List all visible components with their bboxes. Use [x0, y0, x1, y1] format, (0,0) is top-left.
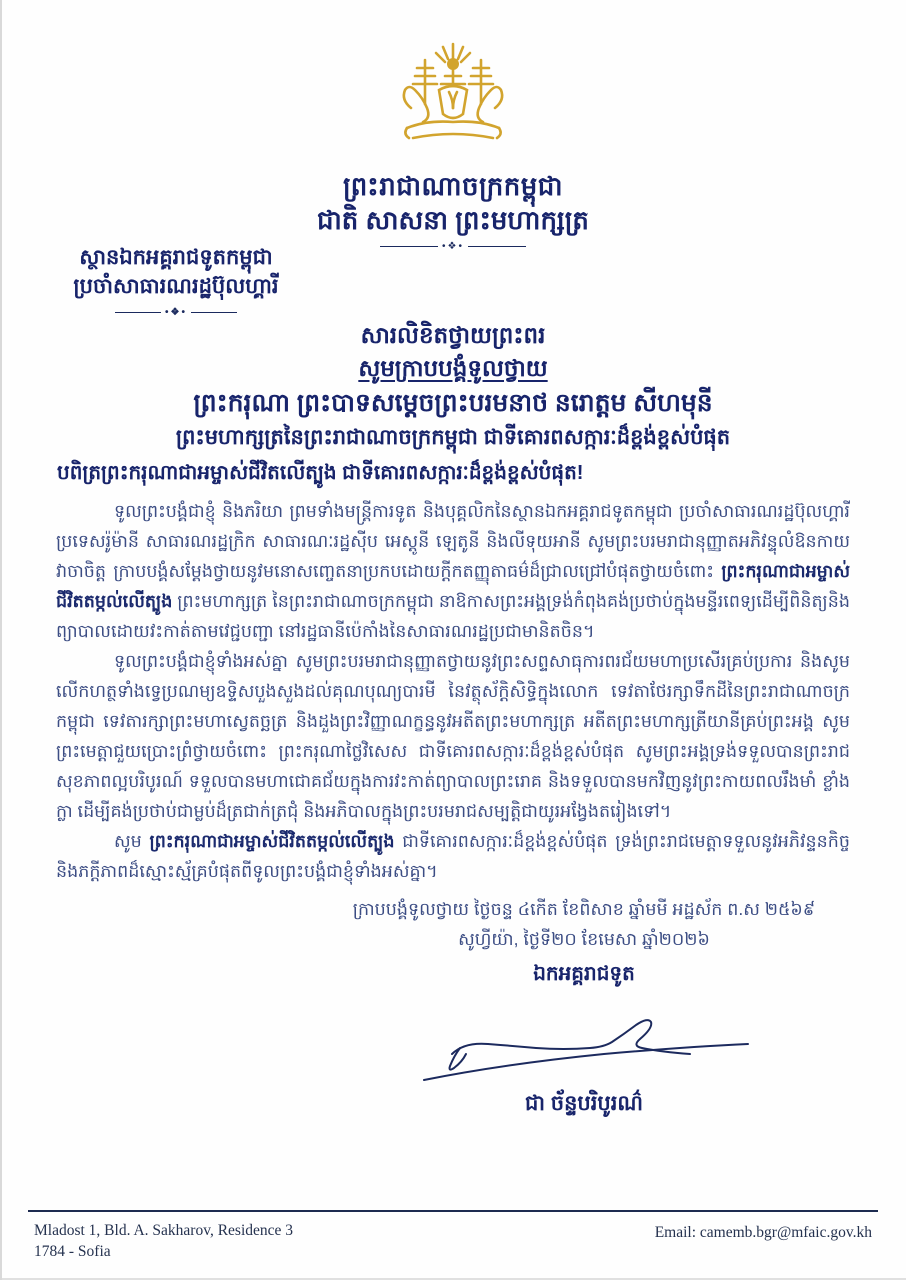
letter-title-block — [0, 319, 906, 454]
divider-line — [191, 312, 237, 313]
address-line-1: Mladost 1, Bld. A. Sakharov, Residence 3 — [34, 1222, 294, 1239]
letter-subtitle-underlined: សូមក្រាបបង្គំទូលថ្វាយ — [358, 355, 548, 381]
embassy-block — [26, 243, 326, 319]
salutation-line: បពិត្រព្រះករុណាជាអម្ចាស់ជីវិតលើត្បូង ជាទីគោរពសក្ការៈដ៏ខ្ពង់ខ្ពស់បំផុត! — [57, 462, 584, 484]
national-motto: ជាតិ សាសនា ព្រះមហាក្សត្រ — [317, 205, 589, 235]
footer — [0, 1210, 906, 1262]
paragraph-3 — [56, 826, 850, 886]
royal-arms-emblem-icon — [393, 42, 513, 154]
addressee-king-title: ព្រះមហាក្សត្រនៃព្រះរាជាណាចក្រកម្ពុជា ជាទីគោរពសក្ការៈដ៏ខ្ពង់ខ្ពស់បំផុត — [175, 426, 731, 449]
paragraph-3-bold-phrase: ព្រះករុណាជាអម្ចាស់ជីវិតតម្កល់លើត្បូង — [149, 831, 395, 851]
paragraph-3-text: ជាទីគោរពសក្ការៈដ៏ខ្ពង់ខ្ពស់បំផុត ទ្រង់ព្រះរាជមេត្តាទទួលនូវអភិវន្ទនកិច្ច និងភក្តីភាពដ៏ស្មោះស្ម័គ្របំផុតពីទូលព្រះបង្គំជាខ្ញុំទាំងអស់គ្នា។ — [56, 831, 850, 881]
paragraph-3-text: សូម — [114, 831, 150, 851]
signature-ink — [404, 992, 764, 1088]
divider-line — [468, 246, 526, 247]
divider-line — [115, 312, 161, 313]
paragraph-1-text: ព្រះមហាក្សត្រ នៃព្រះរាជាណាចក្រកម្ពុជា នាឱកាសព្រះអង្គទ្រង់កំពុងគង់ប្រថាប់ក្នុងមន្ទីរពេទ្យដើម្បីពិនិត្យនិងព្យាបាលដោយវះកាត់តាមវេជ្ជបញ្ជា នៅរដ្ឋធានីប៉េកាំងនៃសាធារណរដ្ឋប្រជាមានិតចិន។ — [56, 591, 850, 641]
divider-ornament-icon: •❖• — [165, 306, 187, 318]
divider-ornament-icon: •❖• — [442, 240, 464, 252]
paragraph-2 — [56, 646, 850, 826]
paragraph-2-text: ទូលព្រះបង្គំជាខ្ញុំទាំងអស់គ្នា សូមព្រះបរមរាជានុញ្ញាតថ្វាយនូវព្រះសព្ទសាធុការពរជ័យមហាប្រសើរគ្រប់ប្រការ និងសូមលើកហត្ថទាំងទ្វេប្រណម្យឧទ្ទិសបួងសួងដល់គុណបុណ្យបារមី នៃវត្ថុស័ក្តិសិទ្ធិក្នុងលោក ទេវតាថែរក្សាទឹកដីនៃព្រះរាជាណាចក្រកម្ពុជា ទេវតារក្សាព្រះមហាស្វេតច្ឆត្រ និងដួងព្រះវិញ្ញាណក្ខន្ធនូវអតីតព្រះមហាក្សត្រ អតីតព្រះមហាក្សត្រីយានីគ្រប់ព្រះអង្គ សូមព្រះមេត្តាជួយប្រោះព្រំថ្វាយចំពោះ ព្រះករុណាថ្លៃវិសេស ជាទីគោរពសក្ការៈដ៏ខ្ពង់ខ្ពស់បំផុត សូមព្រះអង្គទ្រង់ទទួលបានព្រះរាជសុខភាពល្អបរិបូរណ៍ ទទួលបានមហាជោគជ័យក្នុងការវះកាត់ព្យាបាលព្រះរោគ និងទទួលបានមកវិញនូវព្រះកាយពលរឹងមាំ ខ្លាំងក្លា ដើម្បីគង់ប្រថាប់ជាម្លប់ដ៏ត្រជាក់ត្រជុំ និងអភិបាលក្នុងព្រះបរមរាជសម្បត្តិជាយូរអង្វែងតរៀងទៅ។ — [56, 651, 850, 821]
embassy-address — [34, 1220, 293, 1262]
addressee-king-name: ព្រះករុណា ព្រះបាទសម្តេចព្រះបរមនាថ នរោត្តម សីហមុនី — [193, 389, 713, 417]
paragraph-1 — [56, 496, 850, 646]
letterhead — [0, 0, 906, 253]
embassy-email: Email: camemb.bgr@mfaic.gov.kh — [654, 1224, 872, 1241]
paragraph-1-text: ទូលព្រះបង្គំជាខ្ញុំ និងភរិយា ព្រមទាំងមន្ត្រីការទូត និងបុគ្គលិកនៃស្ថានឯកអគ្គរាជទូតកម្ពុជា ប្រចាំសាធារណរដ្ឋប៊ុលហ្គារី ប្រទេសរ៉ូម៉ានី សាធារណរដ្ឋក្រិក សាធារណៈរដ្ឋស៊ីប អេស្តូនី ឡេតូនី និងលីទុយអានី សូមព្រះបរមរាជានុញ្ញាតអភិវន្ទុលំឱនកាយវាចាចិត្ត ក្រាបបង្គំសម្តែងថ្វាយនូវមនោសញ្ចេតនាប្រកបដោយក្តីកតញ្ញុតាធម៌ដ៏ជ្រាលជ្រៅបំផុតថ្វាយចំពោះ — [56, 501, 850, 581]
divider-line — [380, 246, 438, 247]
closing-block — [296, 894, 872, 1121]
signer-name: ជា ច័ន្ទបរិបូរណ៌ — [524, 1092, 644, 1115]
letter-type-title: សារលិខិតថ្វាយព្រះពរ — [360, 322, 546, 348]
letter-body — [56, 496, 850, 886]
signer-title: ឯកអគ្គរាជទូត — [533, 963, 635, 985]
paragraph-1-bold-phrase: ព្រះករុណាជាអម្ចាស់ជីវិតតម្កល់លើត្បូង — [56, 561, 850, 611]
lunar-date-line: ក្រាបបង្គំទូលថ្វាយ ថ្ងៃចន្ទ ៤កើត ខែពិសាខ ឆ្នាំមមី អដ្ឋស័ក ព.ស ២៥៦៩ — [352, 899, 816, 919]
kingdom-title: ព្រះរាជាណាចក្រកម្ពុជា — [343, 171, 563, 201]
place-date-line: សូហ្វីយ៉ា, ថ្ងៃទី២០ ខែមេសា ឆ្នាំ២០២៦ — [458, 929, 710, 949]
address-line-2: 1784 - Sofia — [34, 1243, 111, 1260]
embassy-location: ប្រចាំសាធារណរដ្ឋប៊ុលហ្គារី — [73, 275, 279, 298]
embassy-name: ស្ថានឯកអគ្គរាជទូតកម្ពុជា — [79, 246, 273, 269]
embassy-divider — [26, 305, 326, 319]
